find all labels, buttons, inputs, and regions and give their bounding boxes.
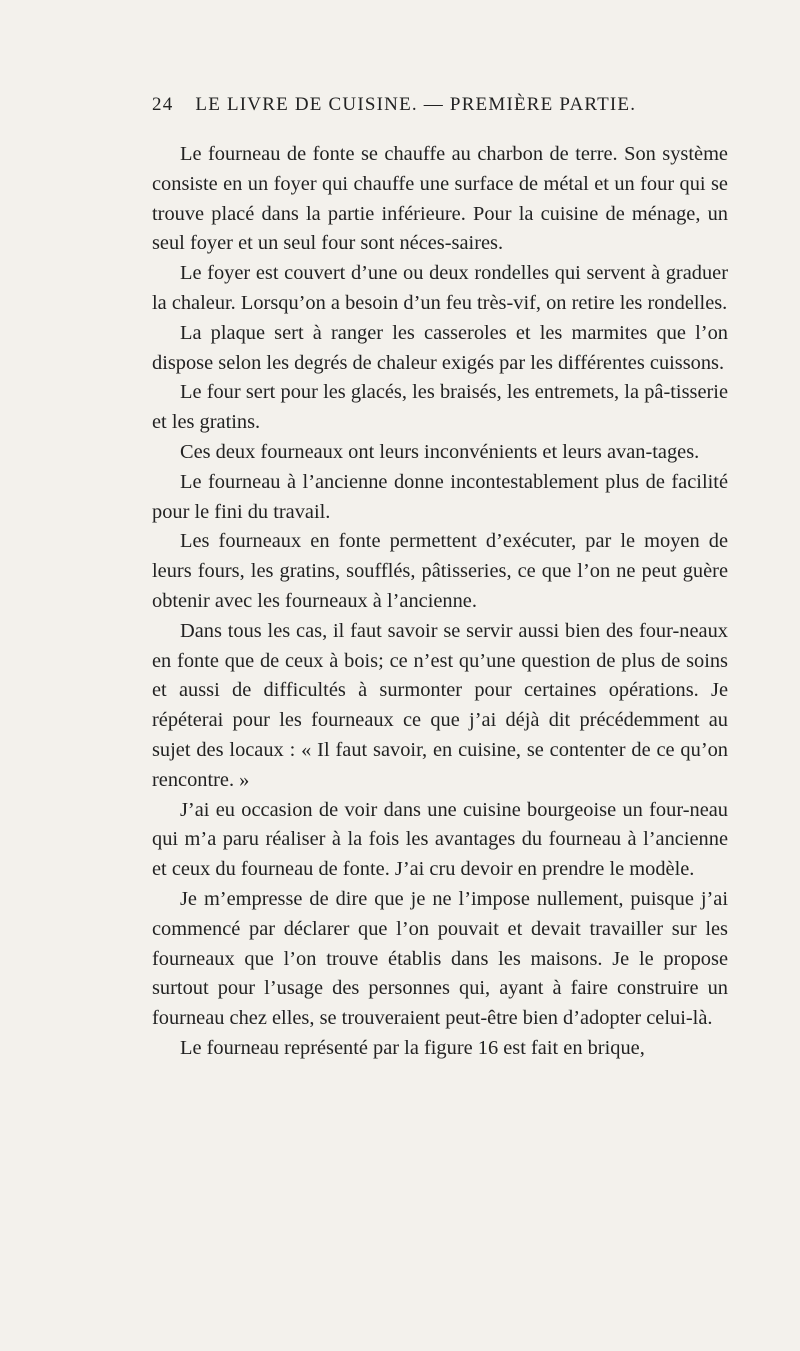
paragraph: Je m’empresse de dire que je ne l’impose nullement, puisque j’ai commencé par déclarer que l’on pouvait et devait travailler sur les fourneaux que l’on trouve établis dans les maisons. Je le propose surtout pour l’usage des personnes qui, ayant à faire construire un fourneau chez elles, se trouveraient peut-être bien d’adopter celui-là. (152, 887, 728, 1030)
running-header (152, 94, 692, 116)
running-title: LE LIVRE DE CUISINE. — PREMIÈRE PARTIE. (195, 94, 637, 115)
paragraph: Dans tous les cas, il faut savoir se servir aussi bien des four-neaux en fonte que de ceux à bois; ce n’est qu’une question de plus de soins et aussi de difficultés à surmonter pour certaines opérations. Je répéterai pour les fourneaux ce que j’ai déjà dit précédemment au sujet des locaux : « Il faut savoir, en cuisine, se contenter de ce qu’on rencontre. » (152, 619, 728, 791)
page-number: 24 (152, 94, 174, 115)
paragraph: J’ai eu occasion de voir dans une cuisine bourgeoise un four-neau qui m’a paru réaliser à la fois les avantages du fourneau à l’ancienne et ceux du fourneau de fonte. J’ai cru devoir en prendre le modèle. (152, 798, 728, 881)
paragraph: La plaque sert à ranger les casseroles et les marmites que l’on dispose selon les degrés de chaleur exigés par les différentes cuissons. (152, 321, 728, 374)
paragraph: Les fourneaux en fonte permettent d’exécuter, par le moyen de leurs fours, les gratins, soufflés, pâtisseries, ce que l’on ne peut guère obtenir avec les fourneaux à l’ancienne. (152, 530, 728, 612)
paragraph: Le four sert pour les glacés, les braisés, les entremets, la pâ-tisserie et les gratins. (152, 381, 728, 434)
paragraph: Ces deux fourneaux ont leurs inconvénients et leurs avan-tages. (180, 440, 700, 463)
paragraph: Le fourneau de fonte se chauffe au charbon de terre. Son système consiste en un foyer qui chauffe une surface de métal et un four qui se trouve placé dans la partie inférieure. Pour la cuisine de ménage, un seul foyer et un seul four sont néces-saires. (152, 143, 728, 255)
paragraph: Le fourneau à l’ancienne donne incontestablement plus de facilité pour le fini du travail. (152, 470, 728, 523)
body-text (152, 140, 728, 1064)
paragraph: Le foyer est couvert d’une ou deux rondelles qui servent à graduer la chaleur. Lorsqu’on a besoin d’un feu très-vif, on retire les rondelles. (152, 262, 728, 314)
paragraph: Le fourneau représenté par la figure 16 est fait en brique, (180, 1036, 645, 1059)
